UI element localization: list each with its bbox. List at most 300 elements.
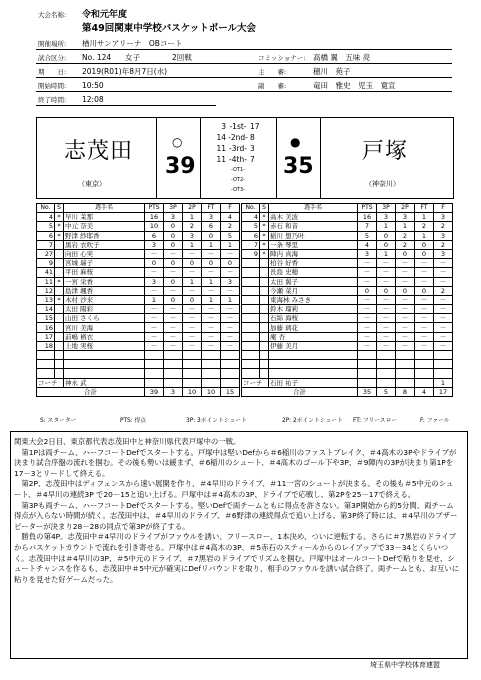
report-paragraph: 第1Pは両チーム、ハーフコートDefでスタートする。戸塚中は堅いDefから＃6稲川のファストブレイク、＃4高木の3Pやドライブが決まり試合序盤の流れを掴む。その後も勢いは緩まず、＃6稲川のシュート、＃4高木のゴール下や3P、＃9陣内の3Pが決まり第1Pを17－3とリードして終える。 bbox=[14, 447, 457, 478]
game-gender: 女子 bbox=[125, 53, 140, 62]
player-name: 一宮 栄香 bbox=[64, 277, 145, 286]
player-f: 4 bbox=[221, 213, 240, 222]
player-f: － bbox=[434, 268, 453, 277]
player-3p: 0 bbox=[164, 259, 183, 268]
event-title: 第49回関東中学校バスケットボール大会 bbox=[82, 23, 257, 34]
player-s bbox=[260, 341, 269, 350]
player-2p: － bbox=[396, 341, 415, 350]
player-name: 庵 杏 bbox=[269, 332, 358, 341]
total-3p: 5 bbox=[377, 387, 396, 396]
period-score-a: 11 bbox=[216, 155, 226, 164]
player-3p: － bbox=[377, 259, 396, 268]
player-2p: 1 bbox=[183, 240, 202, 249]
totals-label: 合計 bbox=[242, 387, 358, 396]
player-3p: 0 bbox=[164, 277, 183, 286]
player-3p: － bbox=[164, 249, 183, 258]
player-2p: － bbox=[183, 323, 202, 332]
player-ft: 1 bbox=[415, 231, 434, 240]
player-s bbox=[260, 305, 269, 314]
player-2p: － bbox=[183, 314, 202, 323]
period-label: -4th- bbox=[229, 155, 247, 164]
player-no: 13 bbox=[37, 295, 55, 304]
player-2p: － bbox=[183, 341, 202, 350]
player-name: 太田 陽彩 bbox=[64, 305, 145, 314]
player-no: 12 bbox=[37, 286, 55, 295]
period-label: -OT2- bbox=[231, 177, 245, 183]
player-f: 1 bbox=[221, 240, 240, 249]
coach-cell bbox=[183, 378, 202, 387]
player-row bbox=[37, 341, 240, 350]
player-ft: － bbox=[202, 286, 221, 295]
player-pts: 5 bbox=[358, 231, 377, 240]
player-no: 27 bbox=[37, 249, 55, 258]
player-s bbox=[55, 369, 64, 378]
total-3p: 3 bbox=[164, 387, 183, 396]
start-time: 10:50 bbox=[82, 81, 104, 90]
player-ft: － bbox=[202, 268, 221, 277]
player-name: 石綿 海桜 bbox=[269, 314, 358, 323]
column-header: No. bbox=[242, 204, 260, 213]
player-2p: 3 bbox=[183, 231, 202, 240]
legend-ft: FT: フリースロー bbox=[353, 418, 398, 424]
player-row bbox=[242, 268, 453, 277]
game-report bbox=[14, 437, 460, 585]
player-s bbox=[55, 268, 64, 277]
player-f: － bbox=[434, 314, 453, 323]
player-row bbox=[242, 240, 453, 249]
player-name bbox=[64, 369, 145, 378]
player-ft: － bbox=[415, 295, 434, 304]
player-2p: － bbox=[396, 295, 415, 304]
player-2p bbox=[183, 360, 202, 369]
coach-label: コーチ bbox=[37, 378, 64, 387]
player-2p: － bbox=[396, 277, 415, 286]
player-name bbox=[269, 351, 358, 360]
player-name bbox=[64, 360, 145, 369]
player-ft: － bbox=[415, 259, 434, 268]
player-2p bbox=[183, 351, 202, 360]
player-row bbox=[37, 277, 240, 286]
player-pts: － bbox=[358, 295, 377, 304]
player-no bbox=[242, 295, 260, 304]
player-name: 太田 翼子 bbox=[269, 277, 358, 286]
player-3p: 0 bbox=[377, 286, 396, 295]
player-2p: － bbox=[396, 268, 415, 277]
totals-label: 合計 bbox=[37, 387, 145, 396]
player-f: － bbox=[434, 305, 453, 314]
player-2p: － bbox=[396, 259, 415, 268]
coach-cell bbox=[377, 378, 396, 387]
coach-foul bbox=[221, 378, 240, 387]
player-ft: 1 bbox=[415, 213, 434, 222]
game-number: No. 124 bbox=[82, 53, 112, 62]
player-row bbox=[37, 305, 240, 314]
team-a-stats-table bbox=[36, 203, 240, 397]
player-no: 5 bbox=[37, 222, 55, 231]
player-name: 前嶋 楢衣 bbox=[64, 332, 145, 341]
player-name: 上地 実桜 bbox=[64, 341, 145, 350]
player-no bbox=[242, 341, 260, 350]
player-no: 14 bbox=[37, 305, 55, 314]
total-ft: 4 bbox=[415, 387, 434, 396]
team-b-pref: （神奈川） bbox=[365, 180, 400, 188]
player-ft: － bbox=[415, 277, 434, 286]
player-name: 今瀬 菜月 bbox=[269, 286, 358, 295]
player-f: 5 bbox=[221, 231, 240, 240]
player-3p bbox=[377, 360, 396, 369]
player-2p: － bbox=[183, 305, 202, 314]
player-no: 16 bbox=[37, 323, 55, 332]
player-s bbox=[260, 332, 269, 341]
player-no: 41 bbox=[37, 268, 55, 277]
coach-cell bbox=[145, 378, 164, 387]
player-2p bbox=[396, 360, 415, 369]
player-pts: － bbox=[358, 323, 377, 332]
player-ft: － bbox=[415, 305, 434, 314]
player-row bbox=[37, 323, 240, 332]
player-3p bbox=[377, 351, 396, 360]
player-f: 1 bbox=[221, 295, 240, 304]
player-3p: 0 bbox=[164, 231, 183, 240]
player-2p: 0 bbox=[396, 249, 415, 258]
player-ft: － bbox=[415, 323, 434, 332]
player-ft: － bbox=[202, 332, 221, 341]
player-pts: － bbox=[358, 268, 377, 277]
player-no: 18 bbox=[37, 341, 55, 350]
total-pts: 35 bbox=[358, 387, 377, 396]
player-name: 平田 麻桜 bbox=[64, 268, 145, 277]
player-ft: － bbox=[415, 332, 434, 341]
player-row bbox=[242, 369, 453, 378]
player-3p: 0 bbox=[164, 295, 183, 304]
player-f: 3 bbox=[434, 231, 453, 240]
player-name: 伊藤 美月 bbox=[269, 341, 358, 350]
report-paragraph: 関東大会2日目、東京都代表志茂田中と神奈川県代表戸塚中の一戦。 bbox=[14, 437, 241, 446]
player-ft: 1 bbox=[202, 277, 221, 286]
player-f bbox=[221, 360, 240, 369]
player-pts: － bbox=[145, 341, 164, 350]
player-2p: 2 bbox=[396, 231, 415, 240]
player-s bbox=[260, 351, 269, 360]
player-pts: 6 bbox=[145, 231, 164, 240]
player-s: * bbox=[260, 231, 269, 240]
column-header: S bbox=[55, 204, 64, 213]
player-3p: － bbox=[164, 305, 183, 314]
player-ft: 0 bbox=[202, 259, 221, 268]
player-pts: 0 bbox=[145, 259, 164, 268]
team-a-mark: ○ bbox=[172, 135, 183, 149]
player-no bbox=[242, 323, 260, 332]
player-name: 島津 颯香 bbox=[64, 286, 145, 295]
player-ft bbox=[415, 351, 434, 360]
coach-cell bbox=[396, 378, 415, 387]
legend-pts: PTS: 得点 bbox=[120, 418, 147, 424]
player-name: 野津 紗耶香 bbox=[64, 231, 145, 240]
coach-label: コーチ bbox=[242, 378, 269, 387]
player-pts bbox=[358, 369, 377, 378]
player-f: 3 bbox=[434, 249, 453, 258]
player-row bbox=[242, 231, 453, 240]
player-pts: 0 bbox=[358, 286, 377, 295]
player-pts: － bbox=[145, 314, 164, 323]
player-row bbox=[37, 286, 240, 295]
player-2p: － bbox=[183, 268, 202, 277]
player-name: 鈴木 瑠莉 bbox=[269, 305, 358, 314]
player-f bbox=[434, 369, 453, 378]
player-f bbox=[221, 369, 240, 378]
player-f: － bbox=[221, 305, 240, 314]
player-row bbox=[37, 369, 240, 378]
player-3p bbox=[164, 351, 183, 360]
player-s bbox=[55, 332, 64, 341]
player-row bbox=[242, 305, 453, 314]
player-3p: 3 bbox=[164, 213, 183, 222]
player-pts: 3 bbox=[145, 240, 164, 249]
player-name: 向田 心実 bbox=[64, 249, 145, 258]
total-2p: 10 bbox=[183, 387, 202, 396]
player-s bbox=[55, 305, 64, 314]
player-ft: 0 bbox=[415, 286, 434, 295]
game-round: 2回戦 bbox=[172, 53, 192, 62]
player-row bbox=[37, 332, 240, 341]
period-label: -3rd- bbox=[229, 144, 247, 153]
player-3p: 0 bbox=[377, 231, 396, 240]
player-f: 2 bbox=[434, 222, 453, 231]
coach-foul: 1 bbox=[434, 378, 453, 387]
venue: 楢川サンアリーナ OBコート bbox=[82, 39, 183, 48]
player-name: 宮城 瑞子 bbox=[64, 259, 145, 268]
player-3p bbox=[164, 360, 183, 369]
player-f: 2 bbox=[221, 222, 240, 231]
player-no bbox=[242, 305, 260, 314]
team-a-name: 志茂田 bbox=[64, 139, 134, 164]
player-s bbox=[260, 259, 269, 268]
player-3p: 0 bbox=[164, 222, 183, 231]
player-ft bbox=[415, 369, 434, 378]
player-f: － bbox=[221, 268, 240, 277]
coach-cell bbox=[164, 378, 183, 387]
period-label: -OT3- bbox=[231, 187, 245, 193]
column-header: 選手名 bbox=[269, 204, 358, 213]
player-name: 早川 茉那 bbox=[64, 213, 145, 222]
footer-organization: 埼玉県中学校体育連盟 bbox=[370, 661, 440, 669]
player-row bbox=[242, 332, 453, 341]
player-no bbox=[242, 351, 260, 360]
date-label: 期 日: bbox=[38, 68, 67, 76]
player-row bbox=[242, 222, 453, 231]
player-3p: － bbox=[377, 341, 396, 350]
player-no: 6 bbox=[242, 231, 260, 240]
player-f: － bbox=[434, 332, 453, 341]
player-ft: 1 bbox=[202, 295, 221, 304]
player-ft: 6 bbox=[202, 222, 221, 231]
player-2p: 0 bbox=[183, 259, 202, 268]
player-ft bbox=[415, 360, 434, 369]
period-score-b: 17 bbox=[250, 122, 260, 131]
player-s: * bbox=[260, 249, 269, 258]
player-name: 加藤 璃花 bbox=[269, 323, 358, 332]
commissioner-label: コミッショナー: bbox=[258, 54, 306, 62]
player-row bbox=[242, 295, 453, 304]
player-f: － bbox=[221, 332, 240, 341]
player-ft bbox=[202, 369, 221, 378]
player-f: － bbox=[221, 286, 240, 295]
player-row bbox=[242, 277, 453, 286]
player-pts: 16 bbox=[145, 213, 164, 222]
player-3p: － bbox=[377, 305, 396, 314]
player-pts: － bbox=[145, 323, 164, 332]
player-no: 6 bbox=[37, 231, 55, 240]
column-header: FT bbox=[415, 204, 434, 213]
player-3p bbox=[164, 369, 183, 378]
player-3p: 0 bbox=[377, 240, 396, 249]
player-row bbox=[37, 231, 240, 240]
player-ft: 0 bbox=[415, 249, 434, 258]
report-paragraph: 第3Pも両チーム、ハーフコートDefでスタートする。堅いDefで両チームともに得点を許さない。第3P開始から約5分間、両チーム得点が入らない時間が続く。志茂田中は、＃4早川のドライブ、＃6野津の連続得点で追い上げる。第3P終了時には、＃4早川のブザービーターが決まり28－28の同点で第3Pが終了する。 bbox=[14, 500, 458, 531]
player-3p: 0 bbox=[164, 240, 183, 249]
player-no: 15 bbox=[37, 314, 55, 323]
report-paragraph: 第2P、志茂田中はディフェンスから速い展開を作り、＃4早川のドライブ、＃11一宮のシュートが決まる。その後も＃5中元のシュート、＃4早川の連続3P で20－15と追い上げる。戸塚中は＃4高木の3P、ドライブで応戦し、第2Pを25－17で終える。 bbox=[14, 479, 454, 499]
legend-starter: S: スターター bbox=[40, 418, 77, 424]
column-header: 3P bbox=[164, 204, 183, 213]
player-s: * bbox=[55, 213, 64, 222]
player-2p: 2 bbox=[183, 222, 202, 231]
player-3p: － bbox=[164, 286, 183, 295]
player-ft bbox=[202, 360, 221, 369]
player-name: 黒岩 衣吹子 bbox=[64, 240, 145, 249]
player-pts bbox=[358, 351, 377, 360]
player-row bbox=[37, 268, 240, 277]
player-no bbox=[37, 369, 55, 378]
player-name: 赤石 和音 bbox=[269, 222, 358, 231]
team-a-pref: （東京） bbox=[78, 180, 106, 188]
player-f: 2 bbox=[434, 286, 453, 295]
player-ft: 0 bbox=[415, 240, 434, 249]
venue-label: 開催場所: bbox=[38, 40, 67, 48]
player-row bbox=[242, 341, 453, 350]
player-s bbox=[260, 295, 269, 304]
player-pts: 16 bbox=[358, 213, 377, 222]
player-2p: － bbox=[396, 323, 415, 332]
player-s bbox=[260, 314, 269, 323]
report-paragraph: 勝負の第4P。志茂田中＃4早川のドライブがファウルを誘い、フリースロー、1本決め、ついに逆転する。さらに＃7黒岩のドライブからバスケットカウントで流れを引き寄せる。戸塚中は＃4高木の3P、＃5赤石のスティールからのレイアップで33－34とくらいつく。志茂田中は＃4早川の3P、＃5中元のドライブ、＃7黒岩のドライブでリズムを掴む。戸塚中はオールコートDefで粘りを見せ、シュートチャンスを作るも、志茂田中＃5中元が確実にDefリバウンドを取り、相手のファウルを誘い試合終了。両チームとも、お互いに粘りを見せた好ゲームだった。 bbox=[14, 532, 460, 584]
team-b-total-score: 35 bbox=[283, 154, 314, 179]
player-row bbox=[242, 213, 453, 222]
player-row bbox=[242, 323, 453, 332]
player-row bbox=[37, 259, 240, 268]
player-3p: － bbox=[164, 268, 183, 277]
team-a-total-score: 39 bbox=[165, 154, 196, 179]
player-2p: 2 bbox=[396, 240, 415, 249]
referee: 穂川 苑子 bbox=[313, 67, 351, 76]
player-s bbox=[260, 268, 269, 277]
coach-name: 神永 武 bbox=[64, 378, 145, 387]
total-f: 17 bbox=[434, 387, 453, 396]
player-f bbox=[434, 351, 453, 360]
player-pts: － bbox=[358, 332, 377, 341]
player-s bbox=[260, 286, 269, 295]
player-2p: 1 bbox=[183, 213, 202, 222]
player-row bbox=[242, 286, 453, 295]
player-no bbox=[242, 360, 260, 369]
player-row bbox=[37, 295, 240, 304]
period-label: -OT1- bbox=[231, 167, 245, 173]
player-row bbox=[37, 351, 240, 360]
player-2p bbox=[396, 369, 415, 378]
player-name: 稲川 想乃叶 bbox=[269, 231, 358, 240]
player-2p: 0 bbox=[396, 286, 415, 295]
player-name bbox=[64, 351, 145, 360]
player-ft: － bbox=[415, 268, 434, 277]
player-f: － bbox=[434, 259, 453, 268]
player-row bbox=[242, 314, 453, 323]
column-header: FT bbox=[202, 204, 221, 213]
team-b-name: 戸塚 bbox=[362, 139, 409, 164]
player-row bbox=[37, 222, 240, 231]
legend-foul: F: ファール bbox=[420, 418, 450, 424]
column-header: S bbox=[260, 204, 269, 213]
player-3p: － bbox=[377, 277, 396, 286]
legend-3p: 3P: 3ポイントシュート bbox=[186, 418, 247, 424]
player-s bbox=[55, 286, 64, 295]
player-f: － bbox=[221, 323, 240, 332]
player-3p: － bbox=[377, 323, 396, 332]
player-s: * bbox=[55, 222, 64, 231]
player-3p: 3 bbox=[377, 213, 396, 222]
player-no bbox=[242, 369, 260, 378]
player-2p: 3 bbox=[396, 213, 415, 222]
legend-2p: 2P: 2ポイントシュート bbox=[282, 418, 343, 424]
player-2p: － bbox=[183, 332, 202, 341]
player-f bbox=[221, 351, 240, 360]
player-pts: 3 bbox=[358, 249, 377, 258]
coach-cell bbox=[202, 378, 221, 387]
player-no bbox=[242, 268, 260, 277]
player-row bbox=[37, 249, 240, 258]
period-score-a: 11 bbox=[216, 144, 226, 153]
player-2p: － bbox=[183, 286, 202, 295]
player-s bbox=[55, 314, 64, 323]
player-row bbox=[242, 249, 453, 258]
player-no: 4 bbox=[242, 213, 260, 222]
player-2p: 1 bbox=[396, 222, 415, 231]
player-f: 0 bbox=[221, 259, 240, 268]
end-time: 12:08 bbox=[82, 95, 104, 104]
player-ft: 3 bbox=[202, 213, 221, 222]
player-row bbox=[242, 351, 453, 360]
player-ft: 1 bbox=[202, 240, 221, 249]
player-s bbox=[260, 360, 269, 369]
player-3p: － bbox=[164, 314, 183, 323]
player-2p: － bbox=[396, 305, 415, 314]
player-no: 7 bbox=[37, 240, 55, 249]
coach-cell bbox=[358, 378, 377, 387]
period-score-b: 3 bbox=[250, 144, 255, 153]
game-label: 試合区分: bbox=[38, 54, 67, 62]
player-pts: 3 bbox=[145, 277, 164, 286]
total-f: 15 bbox=[221, 387, 240, 396]
column-header: No. bbox=[37, 204, 55, 213]
player-2p: 0 bbox=[183, 295, 202, 304]
player-ft: 0 bbox=[202, 231, 221, 240]
player-row bbox=[242, 360, 453, 369]
commissioner: 高橋 翼 五味 亮 bbox=[313, 53, 371, 62]
player-f: － bbox=[434, 323, 453, 332]
player-3p bbox=[377, 369, 396, 378]
player-pts: － bbox=[145, 268, 164, 277]
player-ft: － bbox=[202, 341, 221, 350]
player-pts: － bbox=[358, 341, 377, 350]
